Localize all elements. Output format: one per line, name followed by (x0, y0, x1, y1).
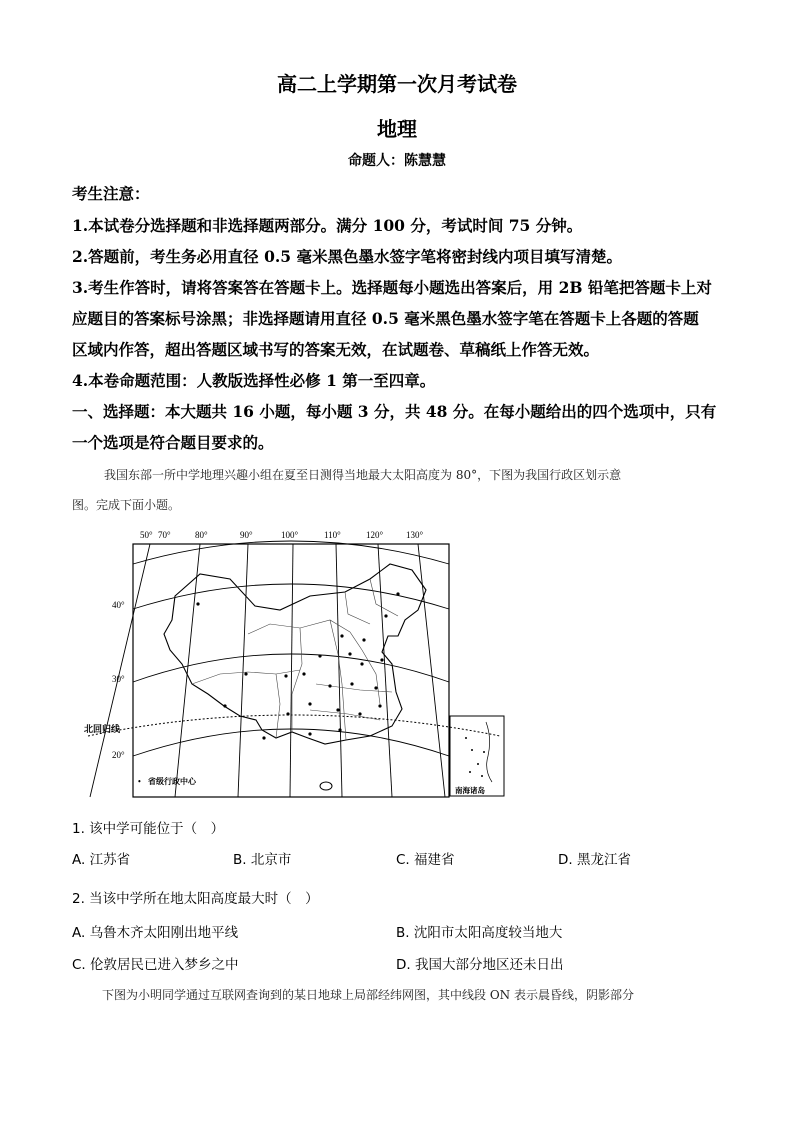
lon-label: 70° (158, 530, 171, 540)
section-heading: 一、选择题：本大题共 16 小题，每小题 3 分，共 48 分。在每小题给出的四个选项中，只有 (72, 402, 717, 421)
author-line: 命题人：陈慧慧 (348, 153, 446, 169)
lon-label: 50° (140, 530, 153, 540)
subject-title: 地理 (377, 117, 417, 141)
section-heading: 一个选项是符合题目要求的。 (72, 433, 274, 452)
q2-option-d[interactable]: D. 我国大部分地区还未日出 (396, 957, 564, 973)
legend-symbol: • (138, 777, 141, 786)
q1-option-d[interactable]: D. 黑龙江省 (558, 852, 631, 868)
notice-heading: 考生注意： (72, 184, 150, 203)
tropic-label: 北回归线 (84, 724, 121, 734)
china-map (80, 524, 510, 802)
notice-item: 2.答题前，考生务必用直径 0.5 毫米黑色墨水签字笔将密封线内项目填写清楚。 (72, 247, 622, 266)
q2-option-b[interactable]: B. 沈阳市太阳高度较当地大 (396, 925, 563, 941)
question-2-stem: 2. 当该中学所在地太阳高度最大时（ ） (72, 891, 319, 907)
lat-label: 30° (112, 674, 125, 684)
question-stem: 我国东部一所中学地理兴趣小组在夏至日测得当地最大太阳高度为 80°，下图为我国行政区划示意 (104, 468, 622, 482)
lat-label: 40° (112, 600, 125, 610)
notice-item: 区域内作答，超出答题区域书写的答案无效，在试题卷、草稿纸上作答无效。 (72, 340, 600, 359)
lon-label: 130° (406, 530, 424, 540)
lon-label: 80° (195, 530, 208, 540)
lon-label: 100° (281, 530, 299, 540)
notice-item: 应题目的答案标号涂黑；非选择题请用直径 0.5 毫米黑色墨水签字笔在答题卡上各题的答题 (72, 309, 699, 328)
question-stem: 下图为小明同学通过互联网查询到的某日地球上局部经纬网图，其中线段 ON 表示晨昏线，阴影部分 (102, 988, 634, 1002)
question-stem: 图。完成下面小题。 (72, 498, 181, 512)
notice-item: 4.本卷命题范围：人教版选择性必修 1 第一至四章。 (72, 371, 436, 390)
q1-option-a[interactable]: A. 江苏省 (72, 852, 131, 868)
q1-option-b[interactable]: B. 北京市 (233, 852, 292, 868)
lat-label: 20° (112, 750, 125, 760)
q2-option-c[interactable]: C. 伦敦居民已进入梦乡之中 (72, 957, 239, 973)
q2-option-a[interactable]: A. 乌鲁木齐太阳刚出地平线 (72, 925, 239, 941)
lon-label: 120° (366, 530, 384, 540)
inset-label: 南海诸岛 (455, 786, 485, 795)
exam-title: 高二上学期第一次月考试卷 (277, 72, 517, 96)
hainan-island (320, 782, 332, 790)
notice-item: 3.考生作答时，请将答案答在答题卡上。选择题每小题选出答案后，用 2B 铅笔把答题卡上对 (72, 278, 712, 297)
lon-label: 90° (240, 530, 253, 540)
lon-label: 110° (324, 530, 341, 540)
legend-label: 省级行政中心 (148, 777, 196, 786)
question-1-stem: 1. 该中学可能位于（ ） (72, 821, 225, 837)
q1-option-c[interactable]: C. 福建省 (396, 852, 455, 868)
map-frame (133, 544, 449, 797)
notice-item: 1.本试卷分选择题和非选择题两部分。满分 100 分，考试时间 75 分钟。 (72, 216, 583, 235)
